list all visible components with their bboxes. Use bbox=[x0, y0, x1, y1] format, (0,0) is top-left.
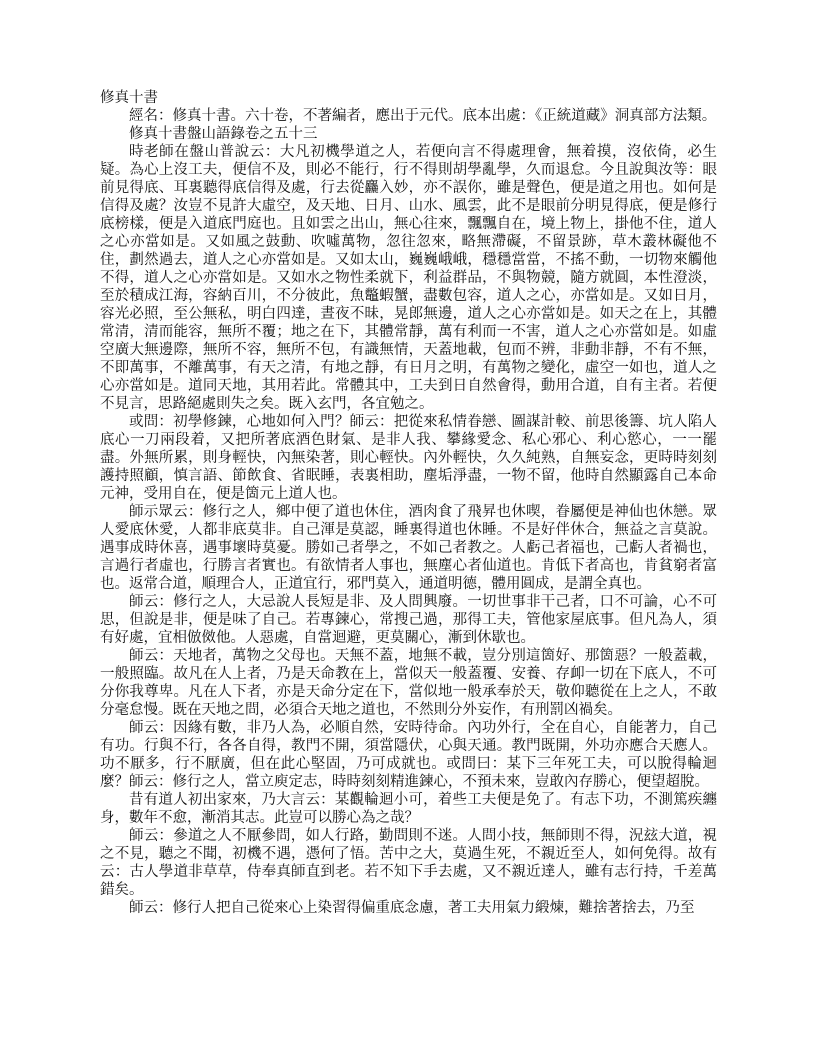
text-content bbox=[100, 89, 717, 917]
paragraph-shiyun-seek-teacher: 師云：參道之人不厭參問，如人行路，勤問則不迷。人問小技，無師則不得，況玆大道，視之不見，聽之不聞，初機不遇，憑何了悟。苦中之大，莫過生死，不親近至人，如何免得。故有云：古人學道非草草，侍奉真師直到老。若不知下手去處，又不親近達人，雖有志行持，千差萬錯矣。 bbox=[100, 828, 717, 898]
paragraph-shiyun-taboo: 師云：修行之人，大忌說人長短是非、及人問興廢。一切世事非干己者，口不可論，心不可思，但說是非，便是味了自己。若專鍊心，常搜己過，那得工夫，管他家屋底事。但凡為人，須有好處，宜相倣傚他。人惡處，自當迴避，更莫關心，漸到休歇也。 bbox=[100, 594, 717, 646]
chapter-title: 修真十書盤山語錄卷之五十三 bbox=[129, 126, 318, 142]
paragraph-shi-shi-zhong: 師示眾云：修行之人，鄉中便了道也休住，酒肉食了飛昇也休喫，眷屬便是神仙也休戀。眾人愛底休愛，人都非底莫非。自己渾是莫認，睡裏得道也休睡。不是好伴休合，無益之言莫說。遇事成時休喜，遇事壞時莫憂。勝如己者學之，不如己者教之。人虧己者福也，己虧人者禍也，言過行者虛也，行勝言者實也。有欲情者人事也，無塵心者仙道也。肯低下者高也，肯貧窮者富也。返常合道，順理合人，正道宜行，邪門莫入，通道明德，體用圓成，是謂全真也。 bbox=[100, 504, 717, 592]
book-title: 修真十書 bbox=[100, 90, 158, 106]
paragraph-old-daoist-story: 昔有道人初出家來，乃大言云：某觀輪迴小可，着些工夫便是免了。有志下功，不測篤疾纏身，數年不愈，漸消其志。此豈可以勝心為之哉？ bbox=[100, 792, 717, 826]
paragraph-lecture-pushuo: 時老師在盤山普說云：大凡初機學道之人，若便向言不得處理會，無着摸，沒依倚，必生疑。為心上沒工夫，便信不及，則必不能行，行不得則胡學亂學，久而退怠。今且說與汝等：眼前見得底、耳裏聽得底信得及處，行去從麤入妙，亦不誤你，雖是聲色，便是道之用也。如何是信得及處？汝豈不見許大虛空，及天地、日月、山水、風雲，此不是眼前分明見得底，便是修行底榜樣，便是入道底門庭也。且如雲之出山，無心往來，飄飄自在，境上物上，掛他不住，道人之心亦當如是。又如風之鼓動、吹噓萬物，忽往忽來，略無滯礙，不留景跡，草木叢林礙他不住，劃然過去，道人之心亦當如是。又如太山，巍巍峨峨，穩穩當當，不搖不動，一切物來觸他不得，道人之心亦當如是。又如水之物性柔就下，利益群品，不與物競，隨方就圓，本性澄淡，至於積成江海，容納百川，不分彼此，魚鼈蝦蟹，盡數包容，道人之心，亦當如是。又如日月，容光必照，至公無私，明白四達，晝夜不昧，晃郎無邊，道人之心亦當如是。如天之在上，其體常清，清而能容，無所不覆；地之在下，其體常靜，萬有利而一不害，道人之心亦當如是。如虛空廣大無邊際，無所不容，無所不包，有識無情，天蓋地載，包而不辨，非動非靜，不有不無，不即萬事，不離萬事，有天之清，有地之靜，有日月之明，有萬物之變化，虛空一如也，道人之心亦當如是。道同天地，其用若此。常體其中，工夫到日自然會得，動用合道，自有主者。若便不見言，思路絕處則失之矣。既入玄門，各宜勉之。 bbox=[100, 144, 717, 412]
edition-note: 經名：修真十書。六十卷，不著編者，應出于元代。底本出處：《正統道藏》洞真部方法類。 bbox=[129, 108, 717, 124]
paragraph-shiyun-karma: 師云：因緣有數，非乃人為，必順自然，安時待命。內功外行，全在自心，自能著力，自己有功。行與不行，各各自得，教門不開，須當隱伏，心與天通。教門既開，外功亦應合天應人。功不厭多，行不厭廣，但在此心堅固，乃可成就也。或問曰：某下三年死工夫，可以脫得輪迴麼？師云：修行之人，當立庾定志，時時刻刻精進鍊心，不預未來，豈敢內存勝心，便望超脫。 bbox=[100, 720, 717, 790]
paragraph-question-entry: 或問：初學修鍊，心地如何入門？師云：把從來私情眷戀、圖謀計較、前思後籌、坑人陷人底心一刀兩段着，又把所著底酒色財氣、是非人我、攀緣愛念、私心邪心、利心慾心，一一罷盡。外無所累，則身輕快，內無染著，則心輕快。內外輕快，久久純熟，自無妄念，更時時刻刻護持照顧，慎言語、節飲食、省眠睡，表裏相助，塵垢淨盡，一物不留，他時自然顯露自己本命元神，受用自在，便是箇元上道人也。 bbox=[100, 414, 717, 502]
paragraph-shiyun-refining: 師云：修行人把自己從來心上染習得偏重底念慮，著工夫用氣力緞煉，難捨著捨去，乃至 bbox=[129, 900, 695, 916]
paragraph-shiyun-heaven-earth: 師云：天地者，萬物之父母也。天無不蓋，地無不載，豈分別這箇好、那箇惡？一般蓋載，一般照臨。故凡在人上者，乃是天命教在上，當似天一般蓋覆、安養、存卹一切在下底人，不可分你我尊卑。凡在人下者，亦是天命分定在下，當似地一般承奉於天，敬仰聽從在上之人，不敢分毫怠慢。既在天地之問，必須合天地之道也，不然則分外妄作，有刑罰凶禍矣。 bbox=[100, 648, 717, 718]
